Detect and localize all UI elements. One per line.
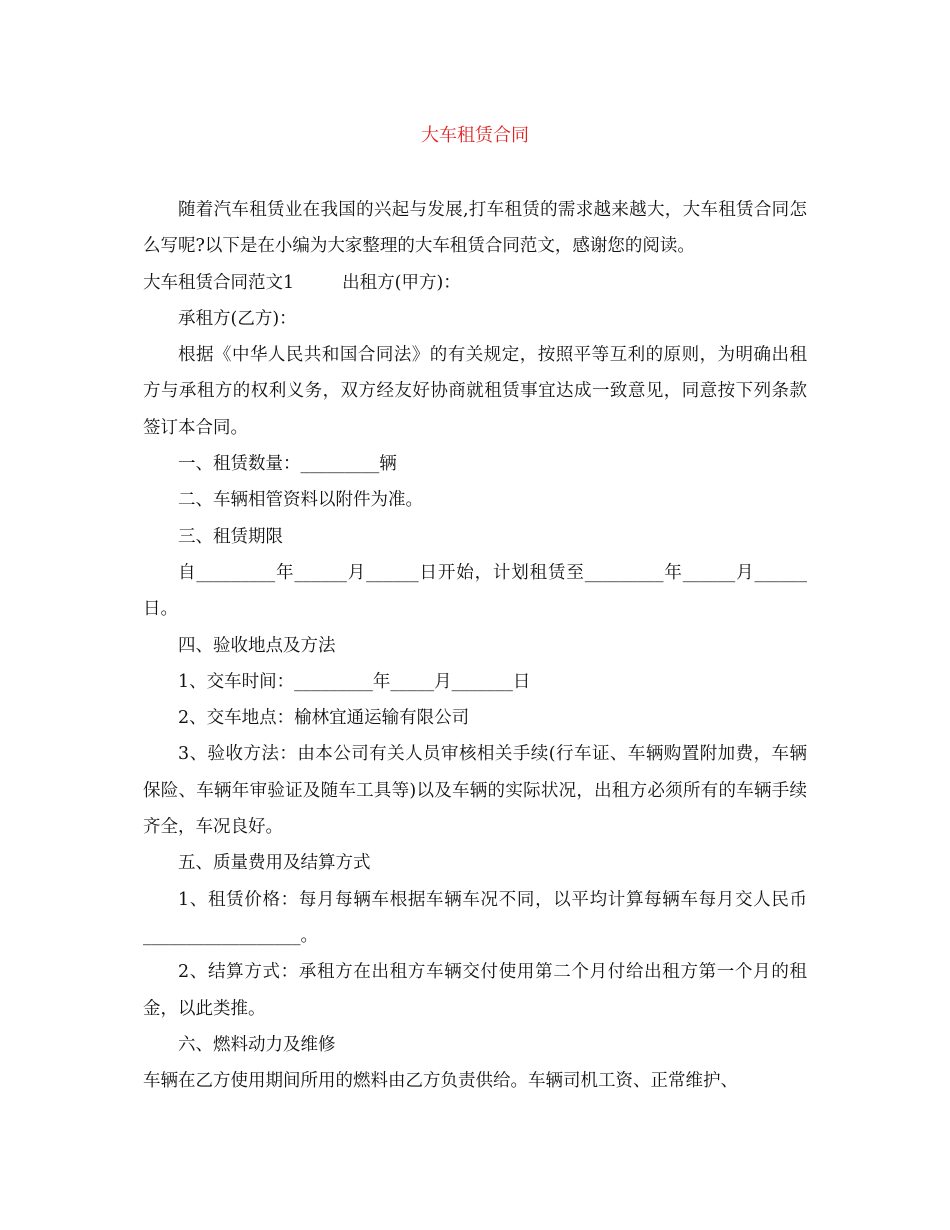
delivery-location: 2、交车地点：榆林宜通运输有限公司	[178, 708, 470, 729]
section-fees: 五、质量费用及结算方式	[178, 853, 371, 874]
delivery-time: 1、交车时间：_________年_____月_______日	[178, 671, 531, 692]
clause-vehicle-documents: 二、车辆相管资料以附件为准。	[178, 490, 423, 511]
document-title: 大车租赁合同	[421, 125, 529, 146]
section-fuel-maintenance: 六、燃料动力及维修	[178, 1034, 336, 1055]
acceptance-method: 3、验收方法：由本公司有关人员审核相关手续(行车证、车辆购置附加费，车辆保险、车辆年审验证及随车工具等)以及车辆的实际状况，出租方必须所有的车辆手续齐全，车况良好。	[143, 744, 807, 838]
lessor-label: 出租方(甲方)：	[342, 272, 461, 293]
sample-heading: 大车租赁合同范文1	[143, 272, 295, 293]
lessee-label: 承租方(乙方)：	[178, 308, 297, 329]
lease-term-dates: 自_________年______月______日开始，计划租赁至_________年______月______日。	[143, 562, 807, 620]
document-body	[143, 192, 807, 1099]
clause-quantity: 一、租赁数量：_________辆	[178, 454, 397, 475]
section-acceptance: 四、验收地点及方法	[178, 635, 336, 656]
fuel-paragraph: 车辆在乙方使用期间所用的燃料由乙方负责供给。车辆司机工资、正常维护、	[143, 1071, 738, 1092]
section-lease-term: 三、租赁期限	[178, 526, 283, 547]
settlement-method: 2、结算方式：承租方在出租方车辆交付使用第二个月付给出租方第一个月的租金，以此类推。	[143, 962, 807, 1019]
intro-paragraph: 随着汽车租赁业在我国的兴起与发展,打车租赁的需求越来越大，大车租赁合同怎么写呢?以下是在小编为大家整理的大车租赁合同范文，感谢您的阅读。	[143, 200, 807, 257]
sample-heading-line	[143, 265, 807, 301]
rental-price: 1、租赁价格：每月每辆车根据车辆车况不同，以平均计算每辆车每月交人民币__________________。	[143, 889, 807, 946]
preamble-paragraph: 根据《中华人民共和国合同法》的有关规定，按照平等互利的原则，为明确出租方与承租方的权利义务，双方经友好协商就租赁事宜达成一致意见，同意按下列条款签订本合同。	[143, 345, 807, 438]
